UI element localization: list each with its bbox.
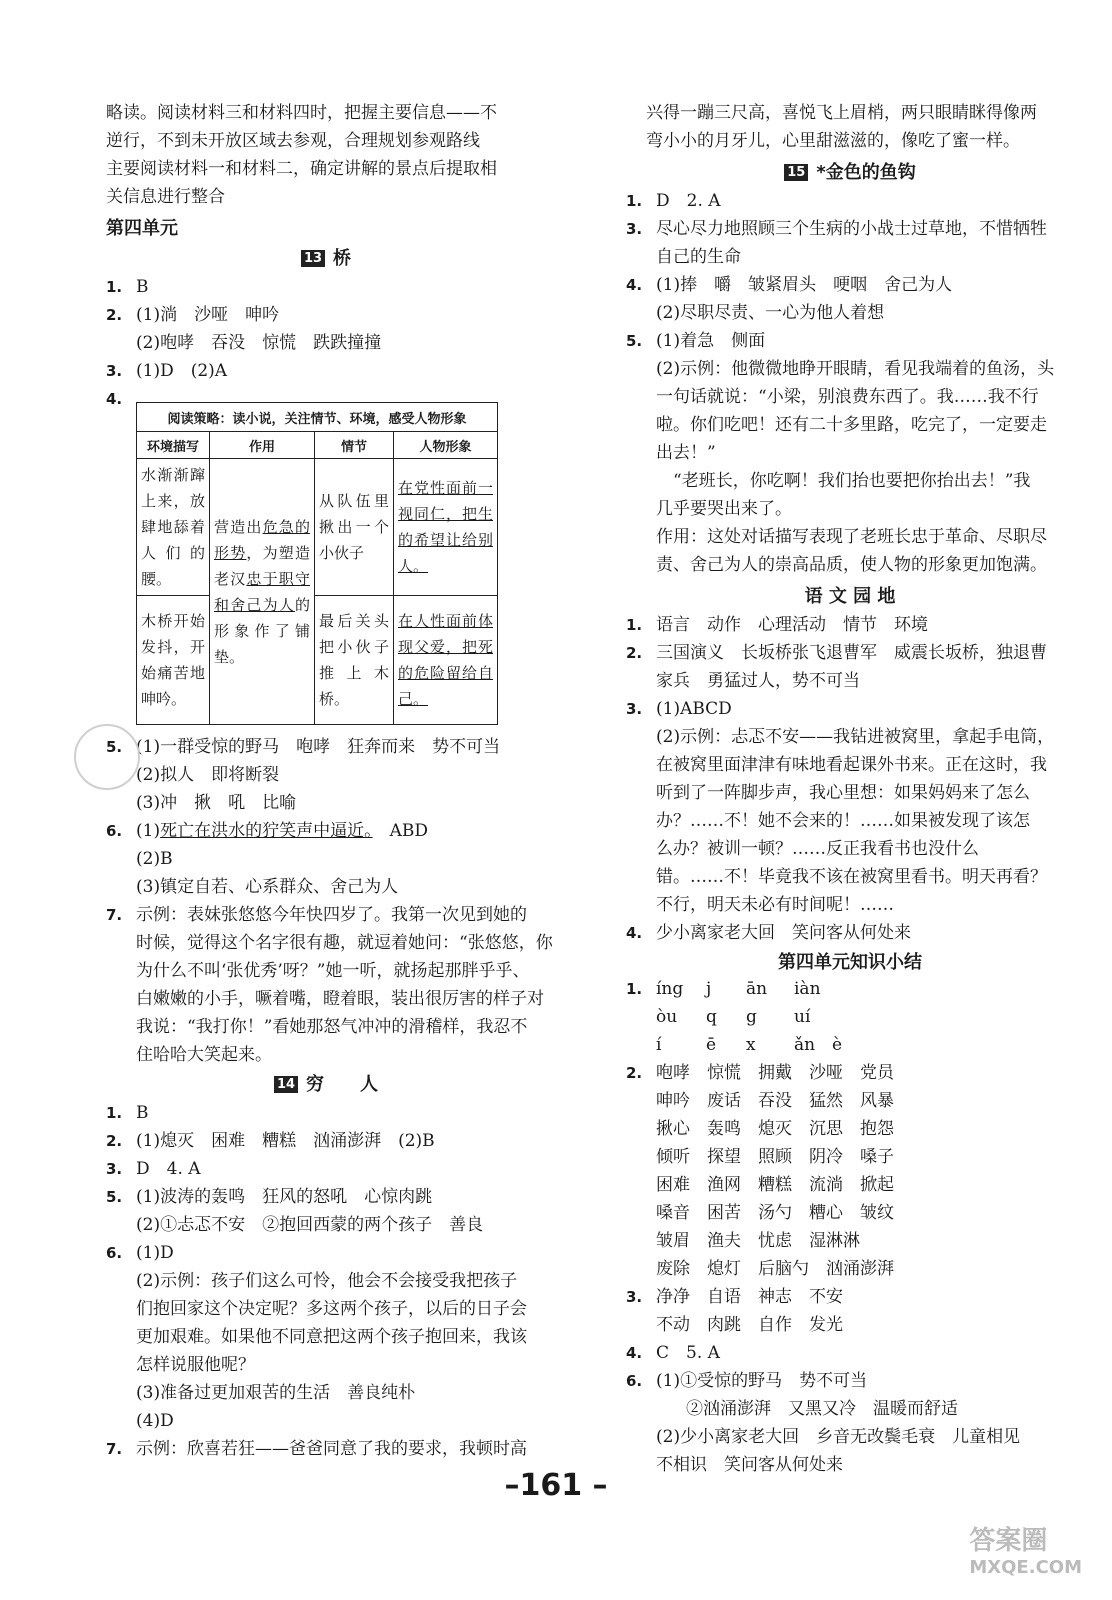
lesson-title: 桥: [333, 248, 352, 269]
page-number: –161 –: [504, 1468, 608, 1503]
intro-line: 关信息进行整合: [106, 187, 225, 207]
table-header: 环境描写: [137, 432, 210, 459]
lesson-number-badge: 15: [784, 164, 808, 181]
lesson-number-badge: 14: [274, 1076, 298, 1093]
reading-strategy-table: [136, 402, 498, 725]
table-cell: 在人性面前体现父爱，把死的危险留给自己。: [394, 596, 498, 725]
lesson-title: *金色的鱼钩: [816, 162, 916, 183]
stamp-mark: [74, 724, 140, 790]
table-cell: 最后关头把小伙子推上木桥。: [315, 596, 394, 725]
intro-line: 主要阅读材料一和材料二，确定讲解的景点后提取相: [106, 159, 497, 179]
summary-heading: 第四单元知识小结: [778, 952, 922, 973]
lesson-number-badge: 13: [301, 250, 325, 267]
watermark-logo: 答案圈 MXQE.COM: [969, 1526, 1082, 1578]
unit-title: 第四单元: [106, 218, 178, 239]
lesson-15-heading: [626, 158, 1074, 184]
table-cell-effect: 营造出危急的形势，为塑造老汉忠于职守和舍己为人的形象作了铺垫。: [210, 459, 315, 725]
garden-heading: 语 文 园 地: [804, 586, 896, 607]
table-header: 情节: [315, 432, 394, 459]
table-cell: 木桥开始发抖，开始痛苦地呻吟。: [137, 596, 210, 725]
table-cell: 在党性面前一视同仁，把生的希望让给别人。: [394, 459, 498, 596]
table-cell: 水渐渐蹿上来，放肆地舔着人们的腰。: [137, 459, 210, 596]
table-header: 人物形象: [394, 432, 498, 459]
intro-line: 略读。阅读材料三和材料四时，把握主要信息——不: [106, 103, 497, 123]
table-header: 作用: [210, 432, 315, 459]
table-cell: 从队伍里揪出一个小伙子: [315, 459, 394, 596]
table-caption: 阅读策略：读小说，关注情节、环境，感受人物形象: [137, 403, 498, 432]
intro-line: 逆行，不到未开放区域去参观，合理规划参观路线: [106, 131, 480, 151]
lesson-14-heading: [106, 1070, 546, 1096]
lesson-13-heading: [106, 244, 546, 270]
lesson-title: 穷 人: [306, 1074, 379, 1095]
